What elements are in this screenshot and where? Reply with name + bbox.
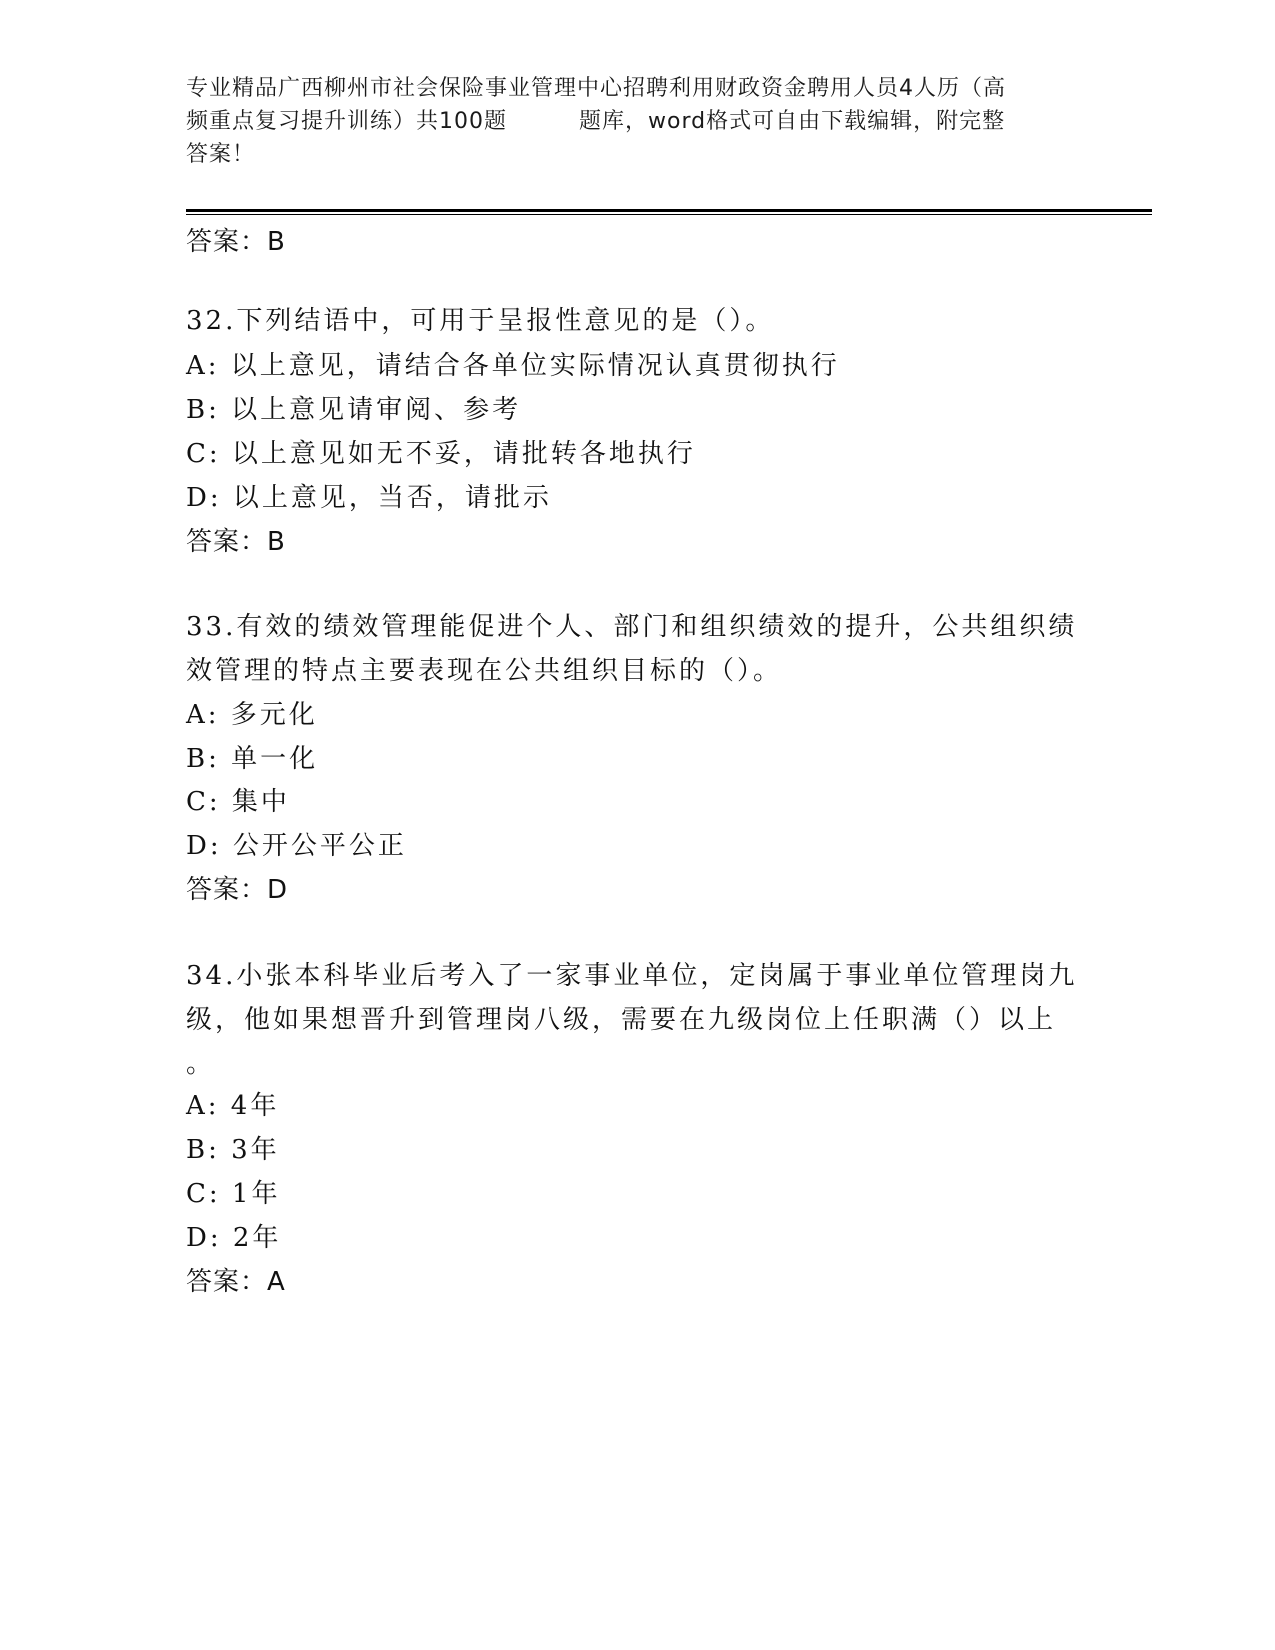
question-stem-line: 32.下列结语中，可用于呈报性意见的是（）。 [186,306,775,336]
option-d: D: 2年 [186,1223,282,1253]
header-divider-thin [186,214,1152,215]
question-stem-line: 34.小张本科毕业后考入了一家事业单位，定岗属于事业单位管理岗九 [186,961,1078,991]
question-answer: 答案：D [186,875,289,905]
previous-answer-block [186,221,1086,258]
option-b: B: 3年 [186,1135,280,1165]
option-b: B: 以上意见请审阅、参考 [186,395,522,425]
header-line-2 [186,105,1086,138]
question-answer: 答案：A [186,1267,286,1297]
option-a: A: 多元化 [186,700,318,730]
option-c: C: 以上意见如无不妥，请批转各地执行 [186,439,696,469]
question-stem-line: 。 [186,1049,216,1079]
previous-answer: 答案：B [186,227,286,257]
option-d: D: 以上意见，当否，请批示 [186,483,552,513]
option-a: A: 4年 [186,1091,280,1121]
option-b: B: 单一化 [186,744,319,774]
header-divider-thick [186,209,1152,212]
document-header [186,72,1086,171]
option-a: A: 以上意见，请结合各单位实际情况认真贯彻执行 [186,351,840,381]
question-stem-line: 33.有效的绩效管理能促进个人、部门和组织绩效的提升，公共组织绩 [186,612,1078,642]
option-d: D: 公开公平公正 [186,831,407,861]
question-stem-line: 效管理的特点主要表现在公共组织目标的（）。 [186,656,783,686]
question-stem-line: 级，他如果想晋升到管理岗八级，需要在九级岗位上任职满（）以上 [186,1005,1057,1035]
option-c: C: 集中 [186,787,290,817]
header-line-3: 答案！ [186,142,256,167]
header-line-2-part-a: 频重点复习提升训练）共100题 [186,109,507,134]
header-line-1: 专业精品广西柳州市社会保险事业管理中心招聘利用财政资金聘用人员4人历（高 [186,76,1006,101]
option-c: C: 1年 [186,1179,281,1209]
header-line-2-part-b: 题库，word格式可自由下载编辑，附完整 [579,109,1006,134]
question-answer: 答案：B [186,527,286,557]
